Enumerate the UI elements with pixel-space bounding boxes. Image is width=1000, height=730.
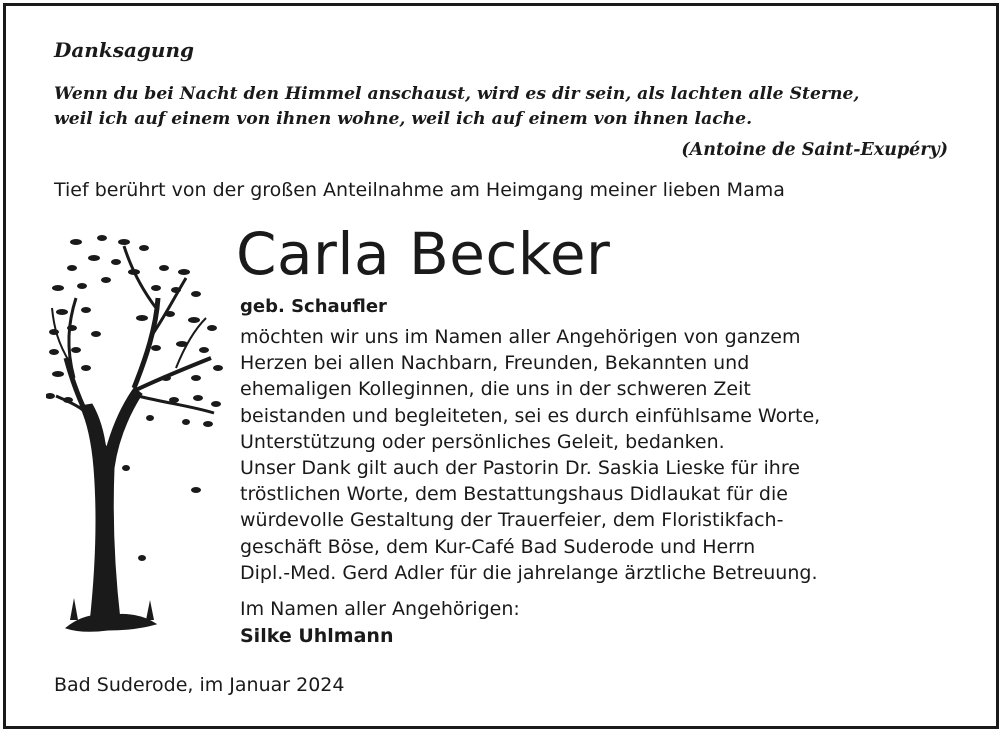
body-line: tröstlichen Worte, dem Bestattungshaus Didlaukat für die xyxy=(240,483,788,506)
signature-label: Im Namen aller Angehörigen: xyxy=(240,598,520,620)
body-line: geschäft Böse, dem Kur-Café Bad Suderode und Herrn xyxy=(240,535,756,558)
quote-author: (Antoine de Saint-Exupéry) xyxy=(681,140,948,160)
tree-icon xyxy=(46,228,226,648)
body-line: würdevolle Gestaltung der Trauerfeier, dem Floristikfach- xyxy=(240,509,784,532)
quote xyxy=(54,82,954,132)
deceased-name: Carla Becker xyxy=(236,220,611,288)
place-date: Bad Suderode, im Januar 2024 xyxy=(54,674,345,696)
body-line: möchten wir uns im Namen aller Angehörigen von ganzem xyxy=(240,326,801,348)
body-line: Unser Dank gilt auch der Pastorin Dr. Saskia Lieske für ihre xyxy=(240,457,800,480)
body-line: Herzen bei allen Nachbarn, Freunden, Bekannten und xyxy=(240,352,750,375)
body-text xyxy=(240,324,940,586)
heading: Danksagung xyxy=(54,38,194,62)
body-line: beistanden und begleiteten, sei es durch einfühlsame Worte, xyxy=(240,404,821,427)
body-line: ehemaligen Kolleginnen, die uns in der schweren Zeit xyxy=(240,378,751,401)
quote-line: Wenn du bei Nacht den Himmel anschaust, wird es dir sein, als lachten alle Sterne, xyxy=(54,84,860,104)
intro-text: Tief berührt von der großen Anteilnahme am Heimgang meiner lieben Mama xyxy=(54,179,785,201)
maiden-name: geb. Schaufler xyxy=(240,296,387,317)
quote-line: weil ich auf einem von ihnen wohne, weil ich auf einem von ihnen lache. xyxy=(54,109,753,129)
body-line: Dipl.-Med. Gerd Adler für die jahrelange ärztliche Betreuung. xyxy=(240,561,818,584)
body-line: Unterstützung oder persönliches Geleit, bedanken. xyxy=(240,430,725,453)
signature-name: Silke Uhlmann xyxy=(240,625,394,647)
